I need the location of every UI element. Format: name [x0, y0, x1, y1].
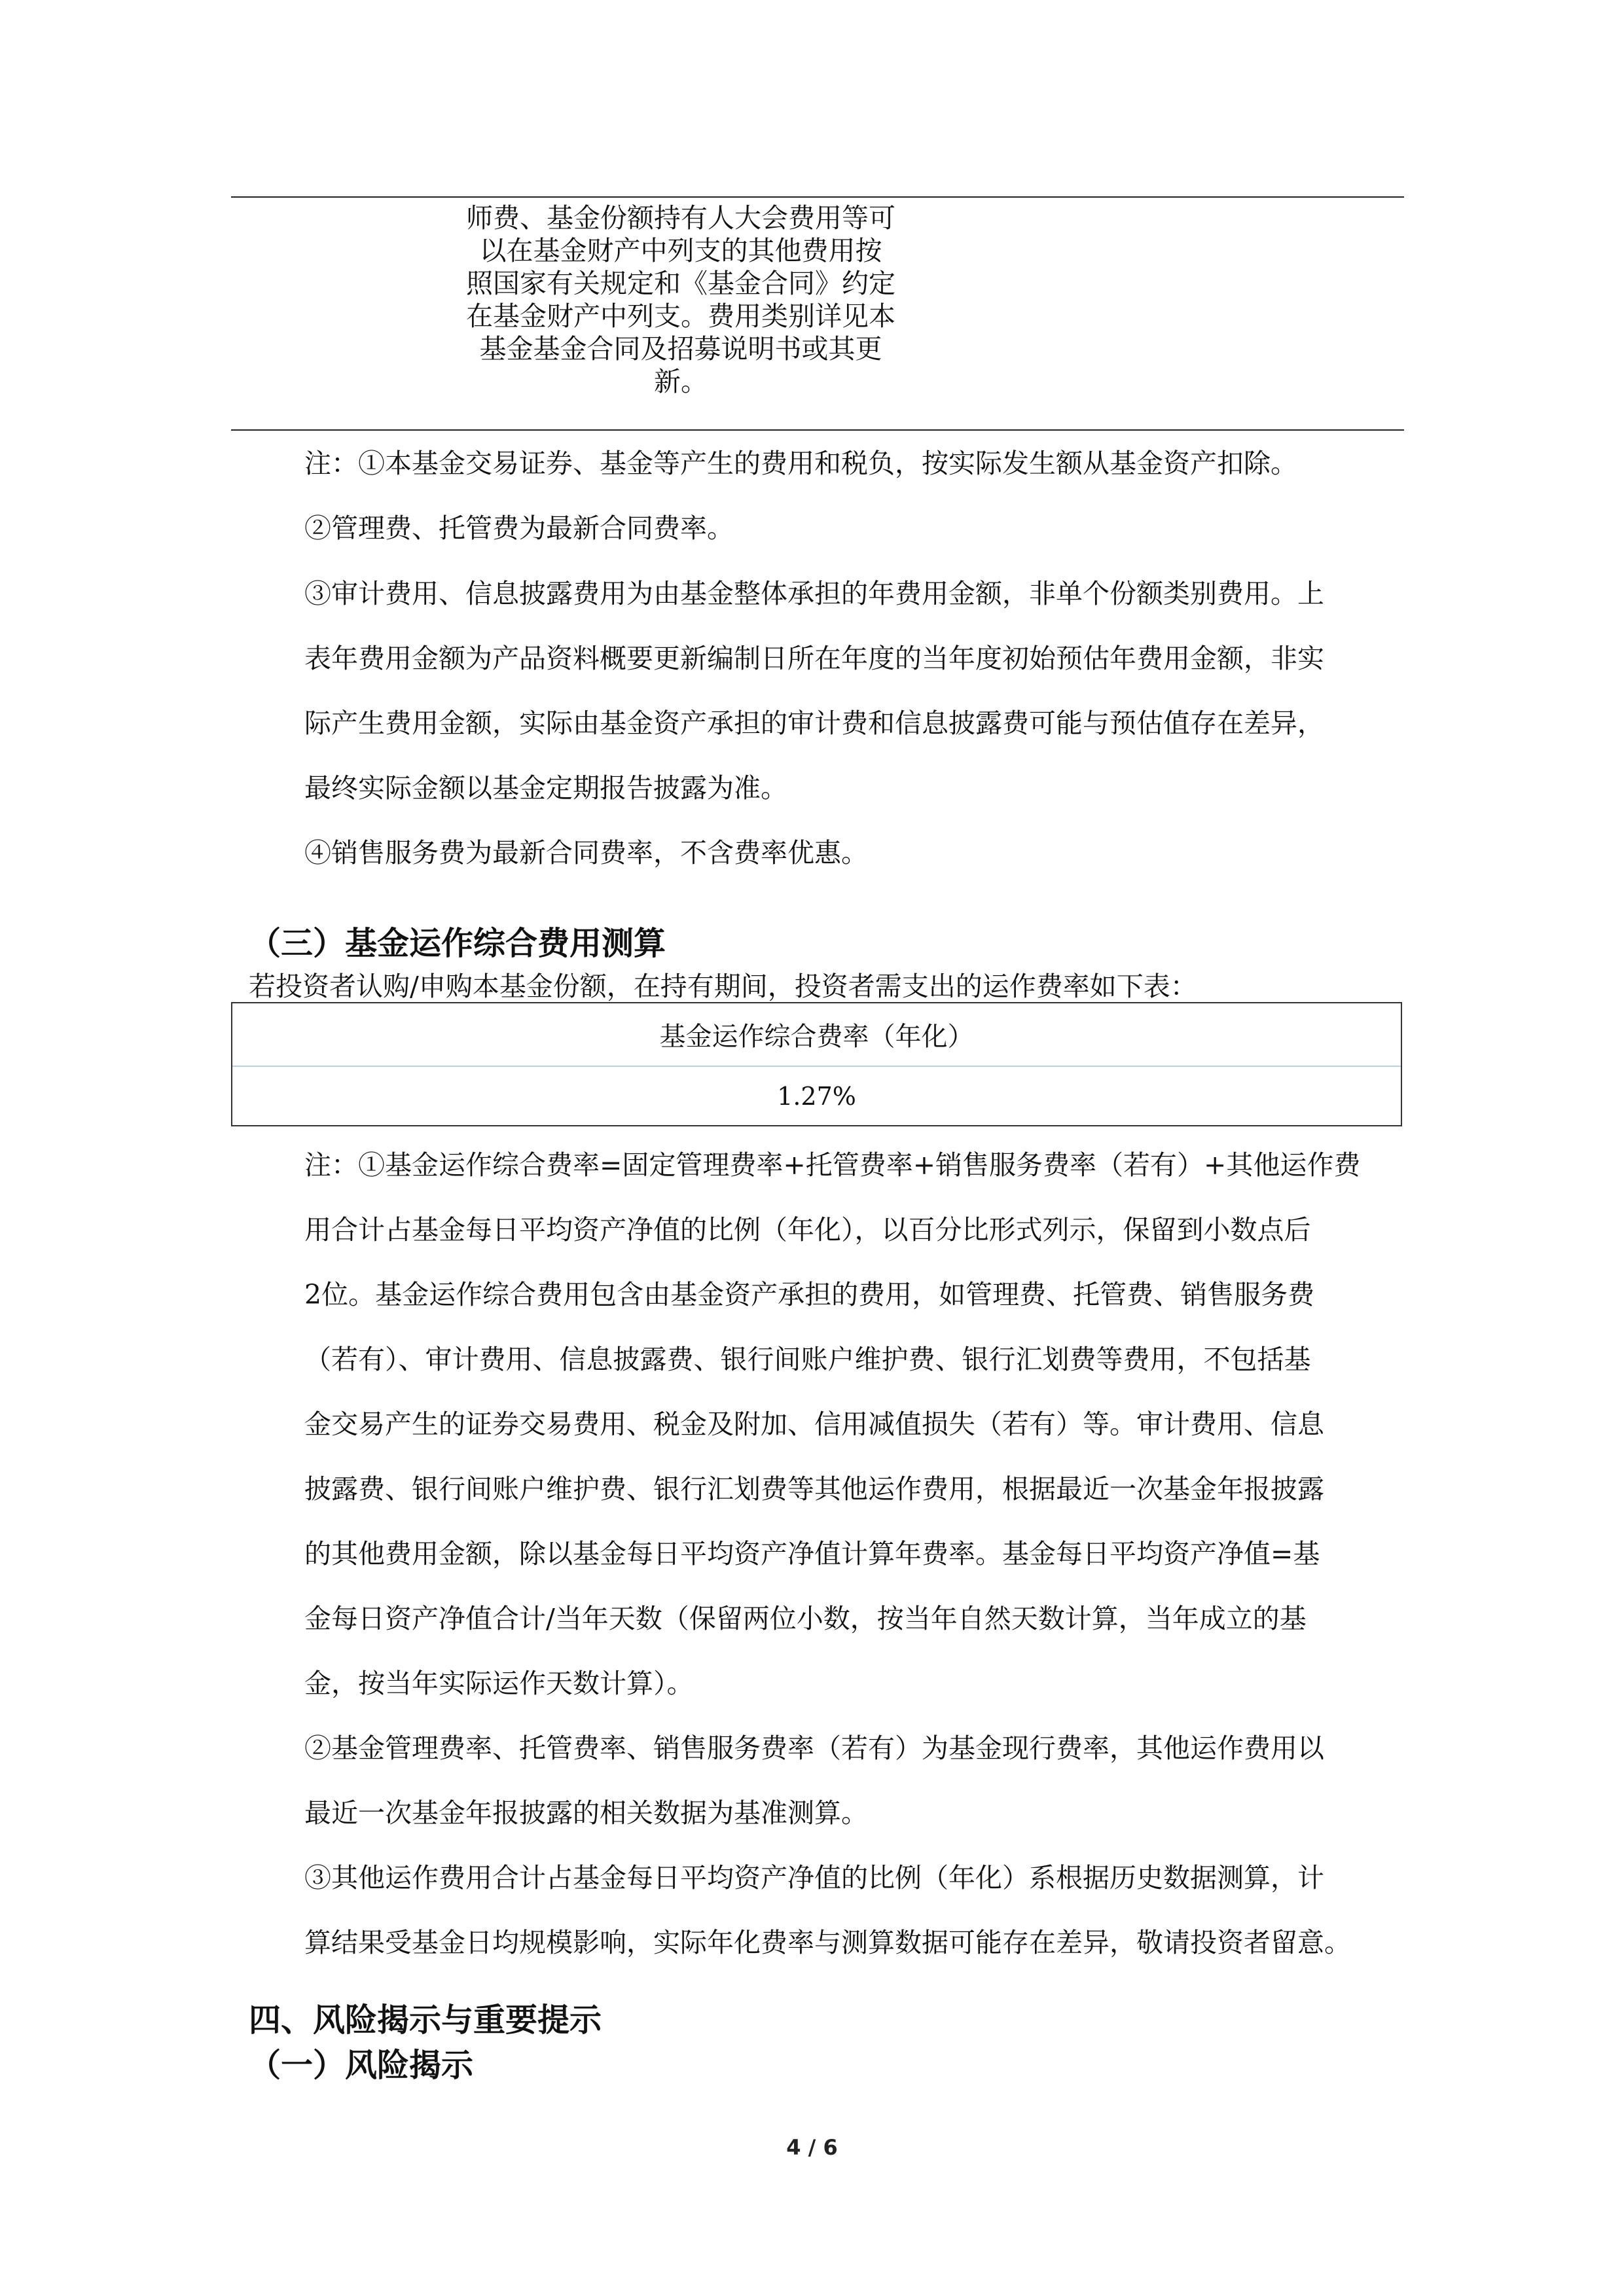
table-cell-line: 在基金财产中列支。费用类别详见本 — [466, 300, 895, 332]
table-continuation-cell — [432, 202, 929, 398]
note-line: 最终实际金额以基金定期报告披露为准。 — [304, 772, 787, 804]
table-bottom-border — [231, 429, 1404, 431]
note-line: 表年费用金额为产品资料概要更新编制日所在年度的当年度初始预估年费用金额，非实 — [304, 643, 1324, 674]
page-number: 4 / 6 — [786, 2135, 838, 2160]
note-line: （若有）、审计费用、信息披露费、银行间账户维护费、银行汇划费等费用，不包括基 — [304, 1344, 1311, 1375]
note-line: 注：①本基金交易证券、基金等产生的费用和税负，按实际发生额从基金资产扣除。 — [304, 448, 1297, 479]
table-cell-line: 基金基金合同及招募说明书或其更 — [479, 333, 882, 365]
note-line: 2位。基金运作综合费用包含由基金资产承担的费用，如管理费、托管费、销售服务费 — [304, 1279, 1315, 1310]
section-heading: （三）基金运作综合费用测算 — [249, 924, 666, 962]
table-cell-line: 师费、基金份额持有人大会费用等可 — [466, 202, 895, 234]
note-line: 金每日资产净值合计/当年天数（保留两位小数，按当年自然天数计算，当年成立的基 — [304, 1603, 1307, 1634]
table-cell-line: 以在基金财产中列支的其他费用按 — [479, 235, 882, 266]
note-line: ②管理费、托管费为最新合同费率。 — [304, 512, 734, 544]
note-line: 的其他费用金额，除以基金每日平均资产净值计算年费率。基金每日平均资产净值=基 — [304, 1538, 1320, 1570]
section-intro: 若投资者认购/申购本基金份额，在持有期间，投资者需支出的运作费率如下表： — [249, 971, 1197, 1002]
note-line: ②基金管理费率、托管费率、销售服务费率（若有）为基金现行费率，其他运作费用以 — [304, 1732, 1324, 1764]
note-line: ③审计费用、信息披露费用为由基金整体承担的年费用金额，非单个份额类别费用。上 — [304, 578, 1324, 609]
note-line: 最近一次基金年报披露的相关数据为基准测算。 — [304, 1797, 868, 1829]
section-heading: （一）风险揭示 — [249, 2046, 474, 2084]
note-line: ④销售服务费为最新合同费率，不含费率优惠。 — [304, 837, 868, 869]
fee-rate-table-value: 1.27% — [777, 1082, 856, 1111]
fee-rate-table-header: 基金运作综合费率（年化） — [232, 1003, 1401, 1067]
note-line: 金，按当年实际运作天数计算）。 — [304, 1668, 694, 1699]
note-line: 披露费、银行间账户维护费、银行汇划费等其他运作费用，根据最近一次基金年报披露 — [304, 1473, 1324, 1505]
fee-rate-table — [231, 1002, 1402, 1126]
note-line: 金交易产生的证券交易费用、税金及附加、信用减值损失（若有）等。审计费用、信息 — [304, 1408, 1324, 1440]
note-line: 注：①基金运作综合费率=固定管理费率+托管费率+销售服务费率（若有）+其他运作费 — [304, 1149, 1361, 1181]
chapter-heading: 四、风险揭示与重要提示 — [249, 2001, 602, 2039]
table-cell-line: 新。 — [654, 366, 708, 397]
table-cell-line: 照国家有关规定和《基金合同》约定 — [466, 268, 895, 299]
note-line: 算结果受基金日均规模影响，实际年化费率与测算数据可能存在差异，敬请投资者留意。 — [304, 1927, 1351, 1958]
note-line: ③其他运作费用合计占基金每日平均资产净值的比例（年化）系根据历史数据测算，计 — [304, 1862, 1324, 1893]
table-top-border — [231, 196, 1404, 198]
note-line: 用合计占基金每日平均资产净值的比例（年化），以百分比形式列示，保留到小数点后 — [304, 1214, 1311, 1246]
note-line: 际产生费用金额，实际由基金资产承担的审计费和信息披露费可能与预估值存在差异， — [304, 708, 1324, 739]
